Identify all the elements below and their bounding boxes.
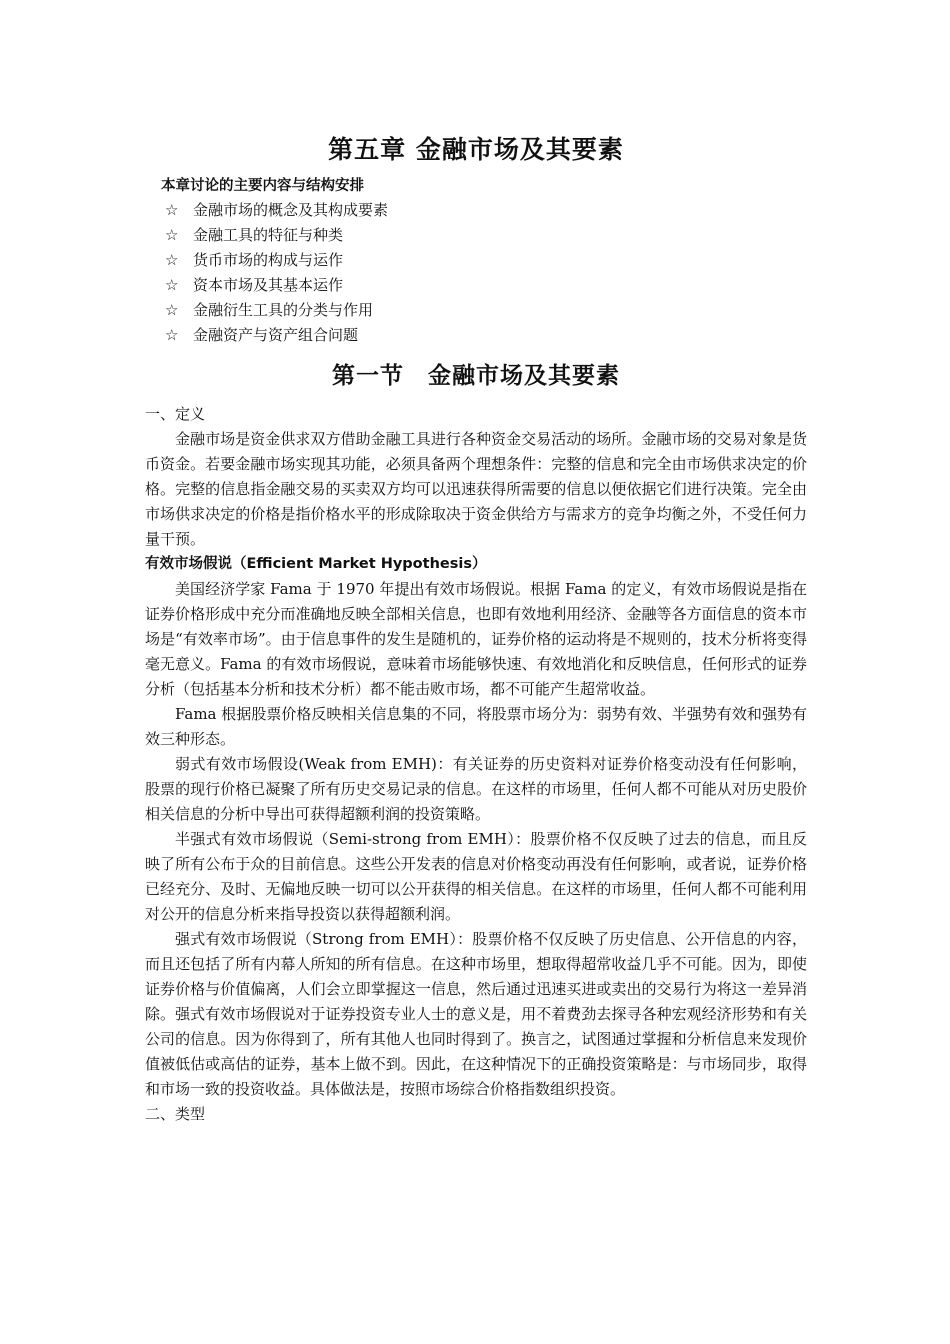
star-icon: ☆ — [165, 326, 179, 344]
outline-item-text: 资本市场及其基本运作 — [193, 276, 344, 294]
section-title: 第一节 金融市场及其要素 — [332, 363, 620, 389]
paragraph-semi-strong-form: 半强式有效市场假说（Semi-strong from EMH）：股票价格不仅反映了过去的信息，而且反映了所有公布于众的目前信息。这些公开发表的信息对价格变动再没有任何影响，或者说，证券价格已经充分、及时、无偏地反映一切可以公开获得的相关信息。在这样的市场里，任何人都不可能利用对公开的信息分析来指导投资以获得超额利润。 — [145, 830, 807, 923]
outline-item — [165, 323, 807, 348]
star-icon: ☆ — [165, 276, 179, 294]
outline-item-text: 金融工具的特征与种类 — [193, 226, 344, 244]
paragraph-definition: 金融市场是资金供求双方借助金融工具进行各种资金交易活动的场所。金融市场的交易对象是货币资金。若要金融市场实现其功能，必须具备两个理想条件：完整的信息和完全由市场供求决定的价格。完整的信息指金融交易的买卖双方均可以迅速获得所需要的信息以便依据它们进行决策。完全由市场供求决定的价格是指价格水平的形成除取决于资金供给方与需求方的竞争均衡之外，不受任何力量干预。 — [145, 430, 807, 548]
heading-emh: 有效市场假说（Efficient Market Hypothesis） — [145, 556, 487, 572]
paragraph-emh-intro: 美国经济学家 Fama 于 1970 年提出有效市场假说。根据 Fama 的定义，有效市场假说是指在证券价格形成中充分而准确地反映全部相关信息，也即有效地利用经济、金融等各方面信息的资本市场是“有效率市场”。由于信息事件的发生是随机的，证券价格的运动将是不规则的，技术分析将变得毫无意义。Fama 的有效市场假说，意味着市场能够快速、有效地消化和反映信息，任何形式的证券分析（包括基本分析和技术分析）都不能击败市场，都不可能产生超常收益。 — [145, 580, 807, 698]
outline-item — [165, 248, 807, 273]
heading-types: 二、类型 — [145, 1105, 206, 1123]
paragraph-emh-forms: Fama 根据股票价格反映相关信息集的不同，将股票市场分为：弱势有效、半强势有效和强势有效三种形态。 — [145, 705, 807, 748]
outline-item-text: 货币市场的构成与运作 — [193, 251, 344, 269]
outline-item — [165, 273, 807, 298]
outline-list — [145, 198, 807, 348]
star-icon: ☆ — [165, 251, 179, 269]
outline-item-text: 金融资产与资产组合问题 — [193, 326, 359, 344]
chapter-title: 第五章 金融市场及其要素 — [328, 135, 624, 164]
outline-item — [165, 198, 807, 223]
outline-item-text: 金融衍生工具的分类与作用 — [193, 301, 374, 319]
outline-item-text: 金融市场的概念及其构成要素 — [193, 201, 389, 219]
outline-heading: 本章讨论的主要内容与结构安排 — [161, 178, 364, 194]
star-icon: ☆ — [165, 226, 179, 244]
paragraph-weak-form: 弱式有效市场假设(Weak from EMH)：有关证券的历史资料对证券价格变动没有任何影响，股票的现行价格已凝聚了所有历史交易记录的信息。在这样的市场里，任何人都不可能从对历史股价相关信息的分析中导出可获得超额利润的投资策略。 — [145, 755, 807, 823]
star-icon: ☆ — [165, 301, 179, 319]
paragraph-strong-form: 强式有效市场假说（Strong from EMH）：股票价格不仅反映了历史信息、公开信息的内容，而且还包括了所有内幕人所知的所有信息。在这种市场里，想取得超常收益几乎不可能。因为，即使证券价格与价值偏离，人们会立即掌握这一信息，然后通过迅速买进或卖出的交易行为将这一差异消除。强式有效市场假说对于证券投资专业人士的意义是，用不着费劲去探寻各种宏观经济形势和有关公司的信息。因为你得到了，所有其他人也同时得到了。换言之，试图通过掌握和分析信息来发现价值被低估或高估的证券，基本上做不到。因此，在这种情况下的正确投资策略是：与市场同步，取得和市场一致的投资收益。具体做法是，按照市场综合价格指数组织投资。 — [145, 930, 807, 1098]
document-page — [145, 130, 807, 1127]
star-icon: ☆ — [165, 201, 179, 219]
outline-item — [165, 298, 807, 323]
heading-definition: 一、定义 — [145, 405, 206, 423]
outline-item — [165, 223, 807, 248]
